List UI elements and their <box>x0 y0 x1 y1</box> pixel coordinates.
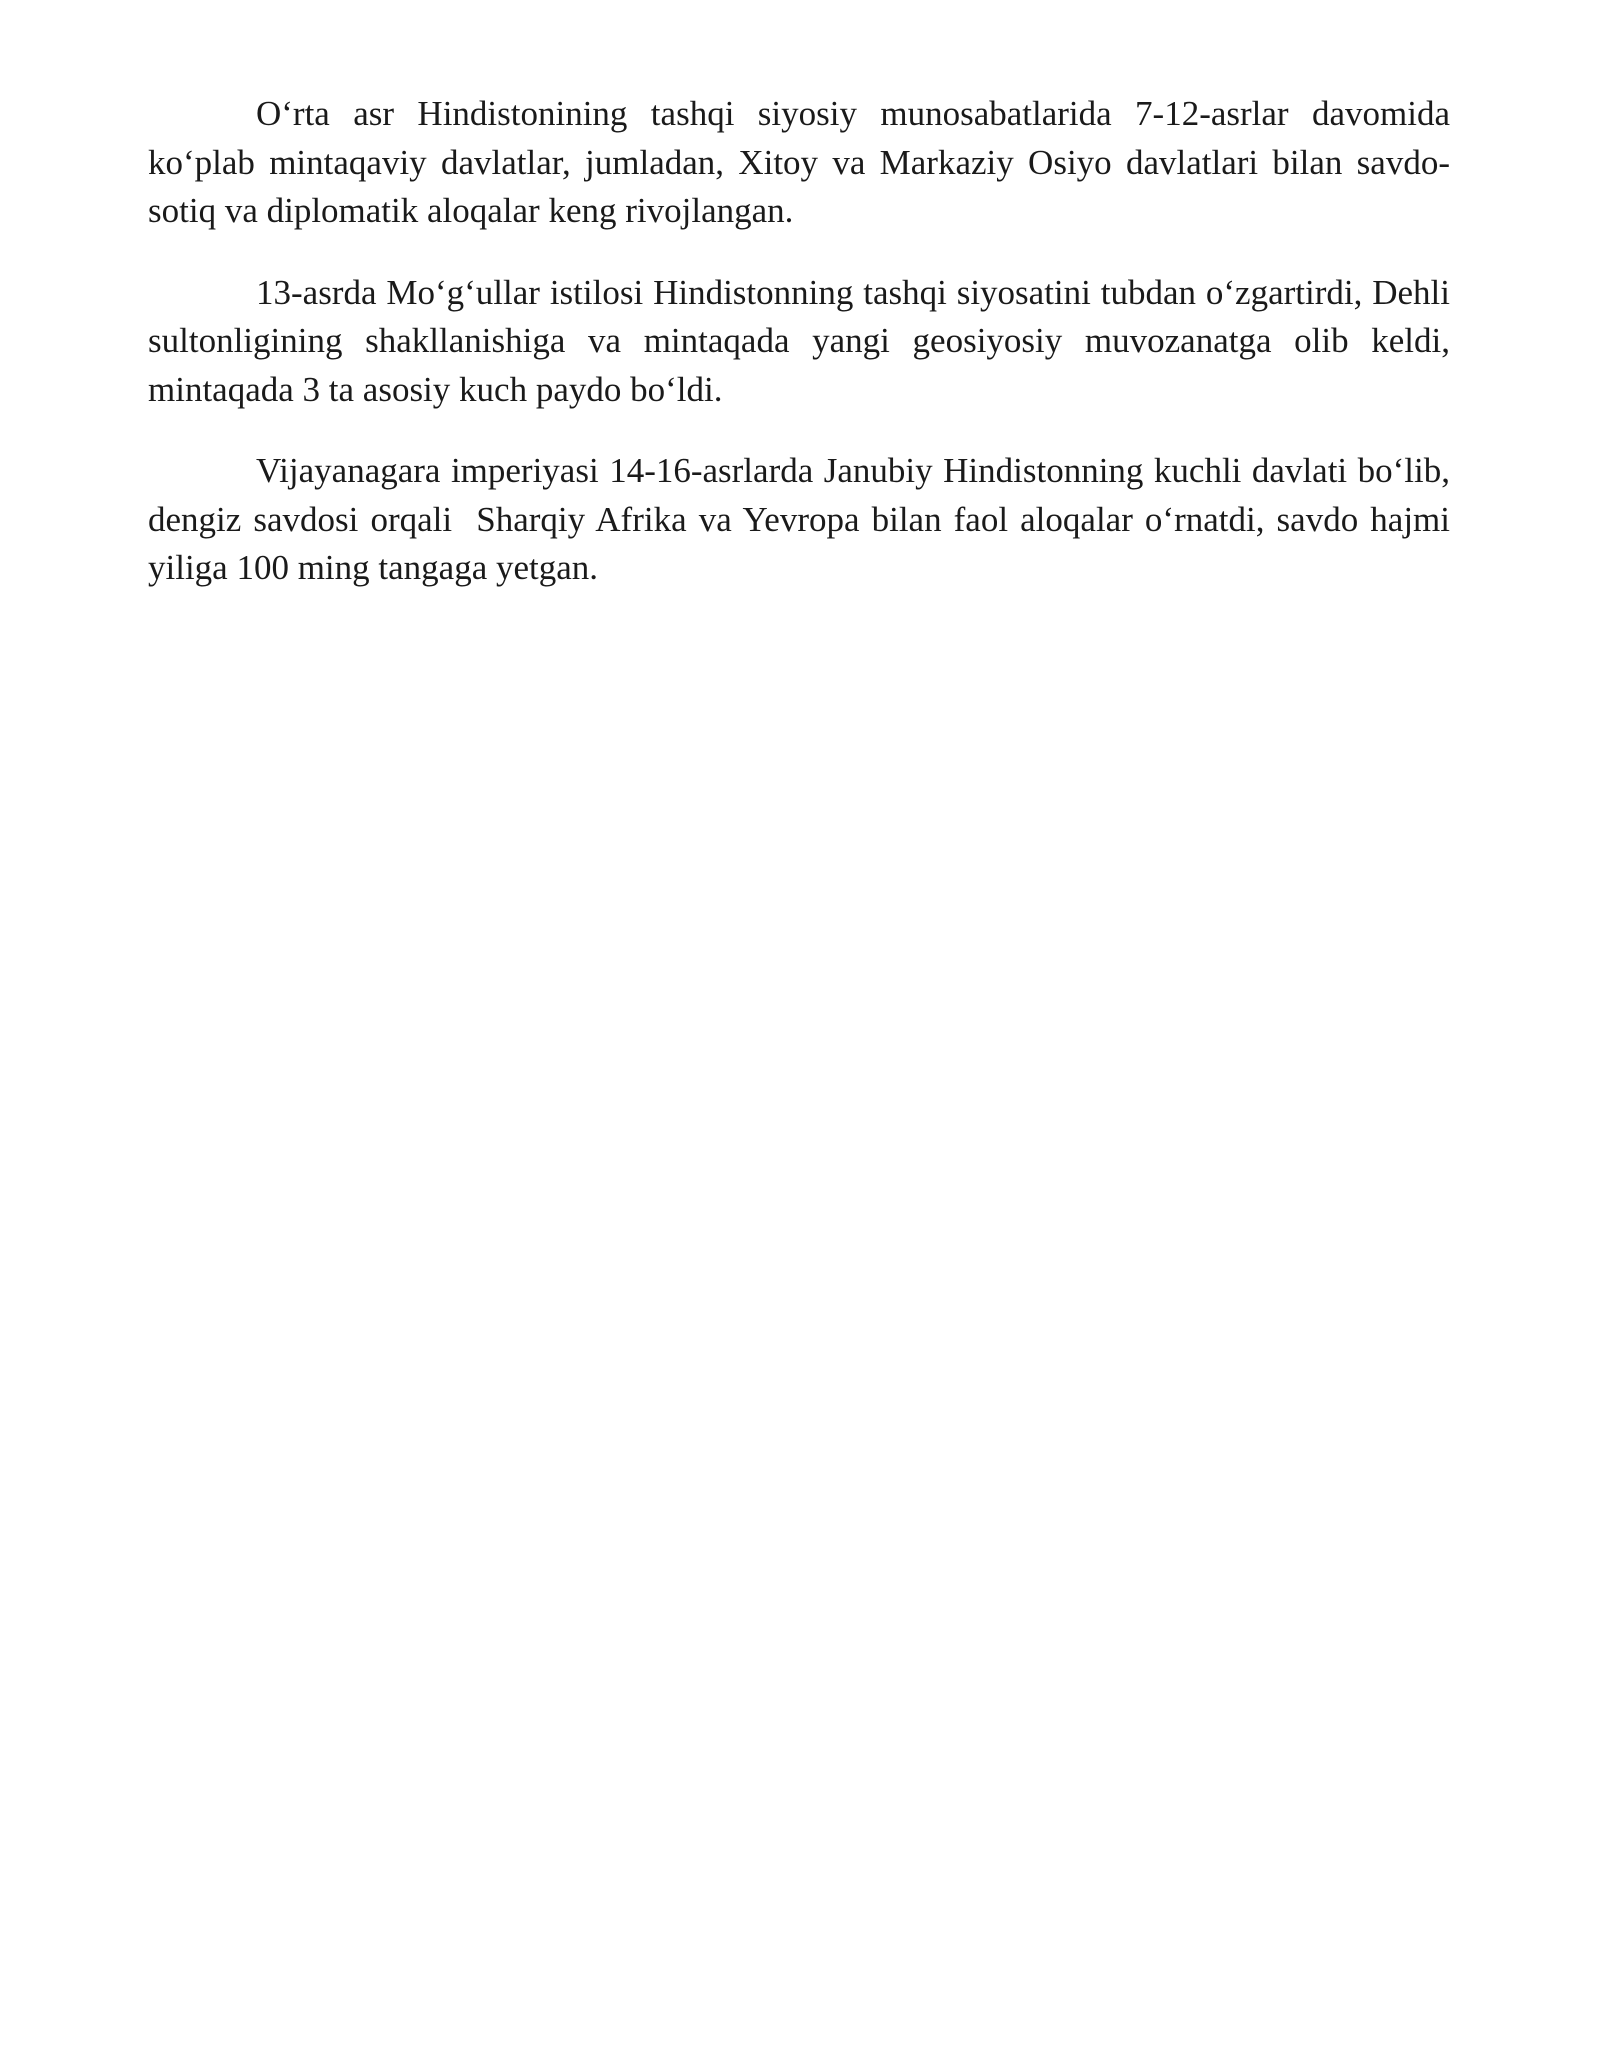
document-body <box>148 90 1459 626</box>
paragraph-2: 13-asrda Mo‘g‘ullar istilosi Hindistonning tashqi siyosatini tubdan o‘zgartirdi, Dehli sultonligining shakllanishiga va mintaqada yangi geosiyosiy muvozanatga olib keldi, mintaqada 3 ta asosiy kuch paydo bo‘ldi. <box>148 272 1459 409</box>
paragraph-1: O‘rta asr Hindistonining tashqi siyosiy munosabatlarida 7-12-asrlar davomida ko‘plab mintaqaviy davlatlar, jumladan, Xitoy va Markaziy Osiyo davlatlari bilan savdo-sotiq va diplomatik aloqalar keng rivojlangan. <box>148 94 1459 230</box>
paragraph-3: Vijayanagara imperiyasi 14-16-asrlarda Janubiy Hindistonning kuchli davlati bo‘lib, dengiz savdosi orqali Sharqiy Afrika va Yevropa bilan faol aloqalar o‘rnatdi, savdo hajmi yiliga 100 ming tangaga yetgan. <box>148 451 1459 587</box>
